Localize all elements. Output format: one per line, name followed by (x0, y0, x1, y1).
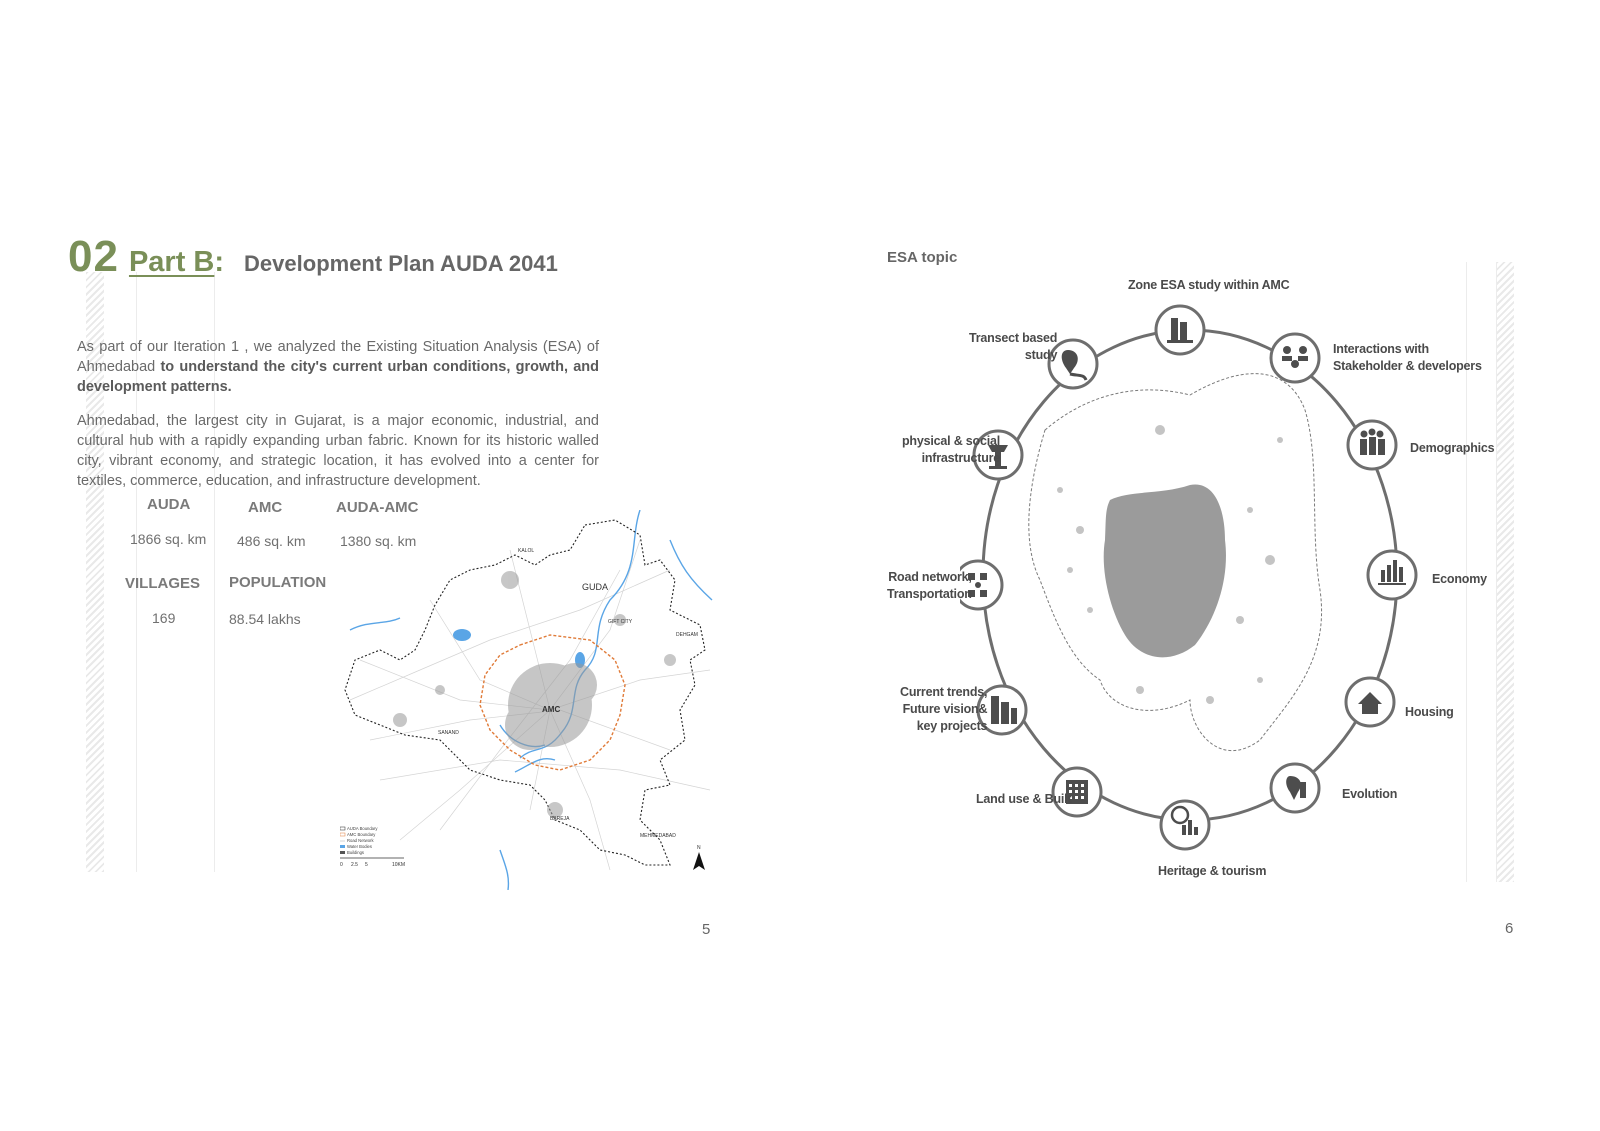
topic-economy: Economy (1432, 572, 1487, 586)
topic-evolution: Evolution (1342, 787, 1398, 801)
page-number: 6 (1505, 920, 1514, 937)
topic-road-line-2: Transportation (887, 587, 972, 601)
city-footprint (1029, 374, 1322, 751)
page-number: 5 (702, 921, 711, 938)
map-label-kalol: KALOL (518, 548, 535, 554)
stat-villages-value: 169 (152, 610, 176, 626)
chapter-number: 02 (68, 232, 119, 281)
topic-infra-line-1: physical & social (902, 434, 1001, 448)
scale-5: 5 (365, 862, 368, 868)
decorative-line (1496, 262, 1497, 882)
intro-paragraph-emphasis: to understand the city's current urban conditions, growth, and development patterns. (77, 359, 599, 395)
topic-interactions-line-2: Stakeholder & developers (1333, 359, 1482, 373)
north-arrow-icon (693, 845, 705, 870)
topic-transect (969, 330, 1057, 364)
stakeholder-node (1271, 334, 1319, 382)
chapter-heading (68, 232, 558, 282)
stat-population-label: POPULATION (229, 574, 327, 591)
map-label-bareja: BAREJA (550, 816, 570, 822)
stat-auda-amc-value: 1380 sq. km (340, 533, 417, 549)
scale-0: 0 (340, 862, 343, 868)
stat-amc-value: 486 sq. km (237, 533, 306, 549)
topic-housing: Housing (1405, 705, 1454, 719)
city-description-paragraph: Ahmedabad, the largest city in Gujarat, is a major economic, industrial, and cultural hub with a rapidly expanding urban fabric. Known for its historic walled city, vibrant economy, and strategic location, it has evolved into a center for textiles, commerce, education, and infrastructure development. (77, 413, 599, 489)
legend-buildings: Buildings (347, 850, 364, 855)
map-label-mehmedabad: MEHMEDABAD (640, 833, 676, 839)
auda-map (340, 510, 725, 890)
map-scale-bar (340, 858, 405, 868)
esa-cycle-diagram (960, 300, 1430, 860)
lake (453, 629, 471, 641)
stat-population-value: 88.54 lakhs (229, 611, 301, 627)
legend-road-network: Road Network (347, 838, 374, 843)
stat-auda-amc-label: AUDA-AMC (336, 499, 419, 516)
scale-2-5: 2.5 (351, 862, 358, 868)
economy-node (1368, 551, 1416, 599)
topic-zone-study: Zone ESA study within AMC (1128, 278, 1290, 292)
map-label-amc: AMC (542, 705, 561, 714)
population-icon (1360, 429, 1385, 456)
map-label-sanand: SANAND (438, 730, 459, 736)
topic-interactions-line-1: Interactions with (1333, 342, 1429, 356)
stat-villages-label: VILLAGES (125, 575, 201, 592)
topic-infrastructure (902, 433, 1000, 467)
topic-transect-line-1: Transect based (969, 331, 1058, 345)
topic-trends (900, 684, 987, 735)
topic-demographics: Demographics (1410, 441, 1495, 455)
buildings (393, 571, 676, 818)
stat-amc-label: AMC (248, 499, 283, 516)
esa-topic-title: ESA topic (887, 249, 958, 266)
topic-infra-line-2: infrastructure (921, 451, 1001, 465)
topic-road-line-1: Road network, (888, 570, 972, 584)
document-title: Development Plan AUDA 2041 (244, 251, 558, 276)
scale-10km: 10KM (392, 862, 406, 868)
part-label: Part B (128, 246, 215, 278)
topic-trends-line-3: key projects (916, 719, 988, 733)
topic-transect-line-2: study (1024, 348, 1058, 362)
north-label: N (697, 845, 701, 851)
intro-paragraph (77, 337, 599, 397)
stat-auda-label: AUDA (147, 496, 191, 513)
topic-road-network (887, 569, 972, 603)
intro-paragraph-text: As part of our Iteration 1 , we analyzed the Existing Situation Analysis (ESA) of Ahmedabad (77, 339, 599, 375)
topic-heritage: Heritage & tourism (1158, 864, 1267, 878)
topic-trends-line-2: Future vision& (902, 702, 988, 716)
legend-amc-boundary: AMC Boundary (347, 832, 376, 837)
topic-landuse: Land use & Built (976, 792, 1072, 806)
topic-trends-line-1: Current trends, (900, 685, 988, 699)
map-label-gift-city: GIFT CITY (608, 619, 633, 625)
stat-auda-value: 1866 sq. km (130, 531, 207, 547)
map-label-guda: GUDA (582, 582, 609, 592)
legend-water-bodies: Water Bodies (347, 844, 372, 849)
map-label-dehgam: DEHGAM (676, 632, 698, 638)
topic-interactions (1333, 341, 1482, 375)
legend-auda-boundary: AUDA Boundary (347, 826, 378, 831)
part-colon: : (214, 246, 225, 278)
map-legend (340, 826, 378, 855)
decorative-strip (1496, 262, 1514, 882)
